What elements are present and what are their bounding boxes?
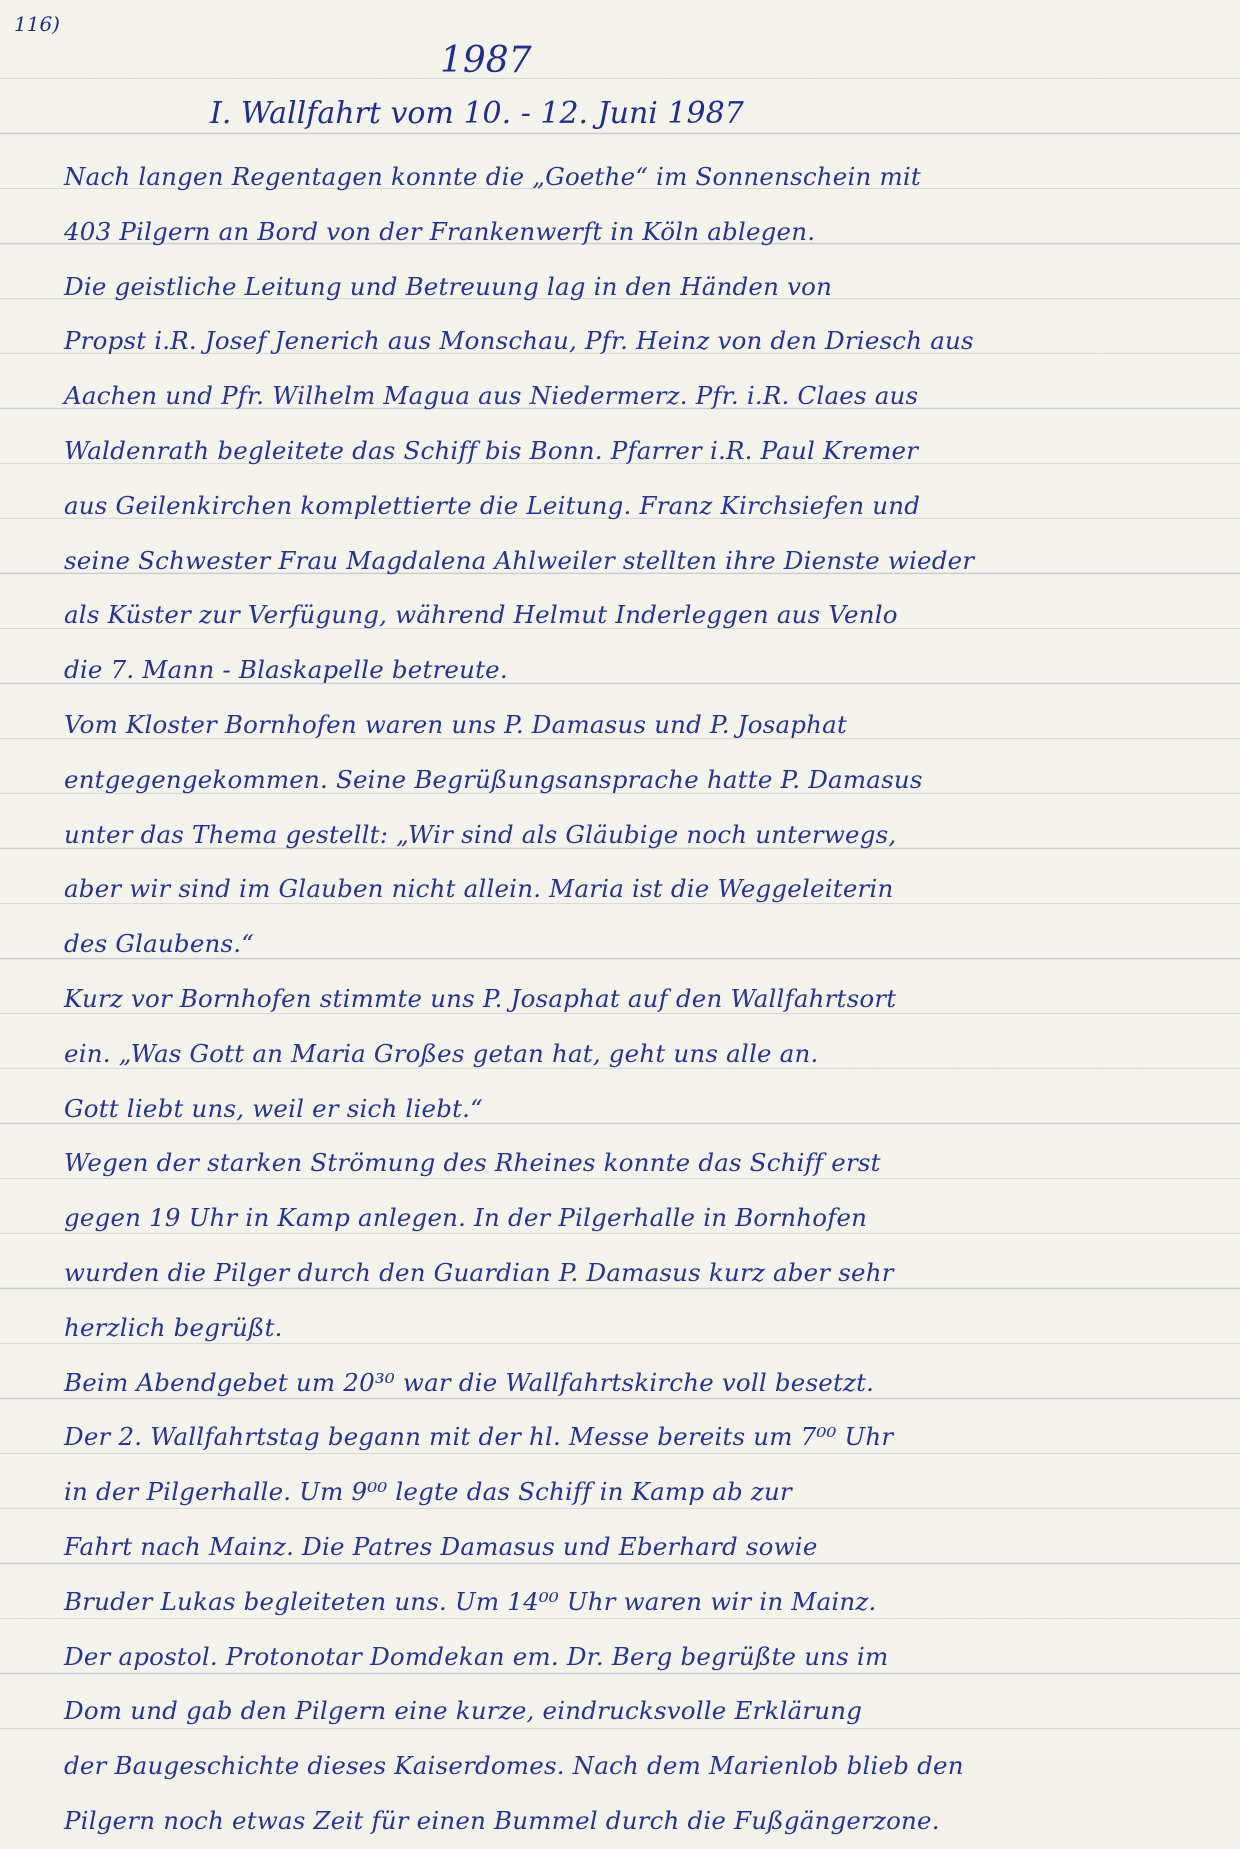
text-line: aus Geilenkirchen komplettierte die Leitung. Franz Kirchsiefen und <box>64 490 921 520</box>
text-line: in der Pilgerhalle. Um 9⁰⁰ legte das Schiff in Kamp ab zur <box>64 1477 792 1507</box>
page-number: 116) <box>14 12 60 36</box>
text-line: des Glaubens.“ <box>64 929 254 959</box>
handwritten-text-body <box>64 150 1224 1849</box>
text-line: Waldenrath begleitete das Schiff bis Bonn. Pfarrer i.R. Paul Kremer <box>64 435 919 465</box>
text-line: die 7. Mann - Blaskapelle betreute. <box>64 655 508 685</box>
text-line: Pilgern noch etwas Zeit für einen Bummel durch die Fußgängerzone. <box>64 1805 940 1835</box>
text-line: entgegengekommen. Seine Begrüßungsansprache hatte P. Damasus <box>64 764 923 794</box>
text-line: Wegen der starken Strömung des Rheines konnte das Schiff erst <box>64 1148 881 1178</box>
text-line: Nach langen Regentagen konnte die „Goethe“ im Sonnenschein mit <box>64 162 921 191</box>
text-line: Dom und gab den Pilgern eine kurze, eindrucksvolle Erklärung <box>64 1696 863 1726</box>
text-line: aber wir sind im Glauben nicht allein. Maria ist die Weggeleiterin <box>64 874 894 904</box>
text-line: Propst i.R. Josef Jenerich aus Monschau, Pfr. Heinz von den Driesch aus <box>64 326 974 356</box>
text-line: Die geistliche Leitung und Betreuung lag in den Händen von <box>64 271 833 301</box>
text-line: wurden die Pilger durch den Guardian P. Damasus kurz aber sehr <box>64 1257 894 1287</box>
text-line: Beim Abendgebet um 20³⁰ war die Wallfahrtskirche voll besetzt. <box>64 1367 875 1397</box>
text-line: Der apostol. Protonotar Domdekan em. Dr. Berg begrüßte uns im <box>64 1641 889 1671</box>
text-line: herzlich begrüßt. <box>64 1312 283 1342</box>
text-line: gegen 19 Uhr in Kamp anlegen. In der Pilgerhalle in Bornhofen <box>64 1203 868 1233</box>
text-line: Bruder Lukas begleiteten uns. Um 14⁰⁰ Uhr waren wir in Mainz. <box>64 1586 877 1616</box>
text-line: Aachen und Pfr. Wilhelm Magua aus Niedermerz. Pfr. i.R. Claes aus <box>64 381 919 411</box>
text-line: Kurz vor Bornhofen stimmte uns P. Josaphat auf den Wallfahrtsort <box>64 983 897 1013</box>
text-line: Der 2. Wallfahrtstag begann mit der hl. Messe bereits um 7⁰⁰ Uhr <box>64 1422 894 1452</box>
text-line: seine Schwester Frau Magdalena Ahlweiler stellten ihre Dienste wieder <box>64 545 975 575</box>
heading-year: 1987 <box>440 40 532 81</box>
heading-trip: I. Wallfahrt vom 10. - 12. Juni 1987 <box>210 96 744 131</box>
text-line: Vom Kloster Bornhofen waren uns P. Damasus und P. Josaphat <box>64 709 847 739</box>
text-line: unter das Thema gestellt: „Wir sind als Gläubige noch unterwegs, <box>64 819 897 849</box>
text-line: Fahrt nach Mainz. Die Patres Damasus und Eberhard sowie <box>64 1531 818 1561</box>
text-line: ein. „Was Gott an Maria Großes getan hat, geht uns alle an. <box>64 1038 819 1068</box>
text-line: Gott liebt uns, weil er sich liebt.“ <box>64 1093 483 1123</box>
text-line: 403 Pilgern an Bord von der Frankenwerft in Köln ablegen. <box>64 216 816 246</box>
text-line: der Baugeschichte dieses Kaiserdomes. Nach dem Marienlob blieb den <box>64 1751 964 1781</box>
text-line: als Küster zur Verfügung, während Helmut Inderleggen aus Venlo <box>64 600 898 630</box>
